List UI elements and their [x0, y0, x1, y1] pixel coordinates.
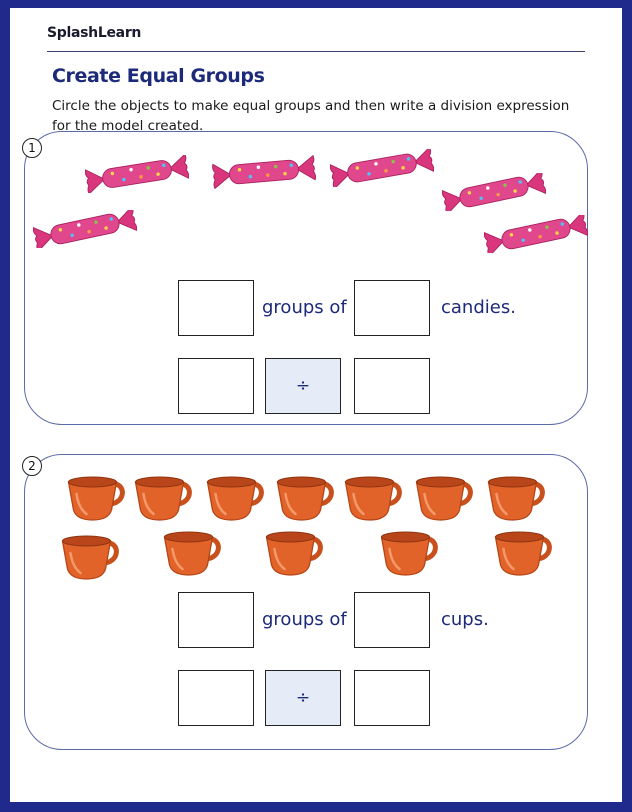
group-size-input[interactable]	[354, 592, 430, 648]
candy-icon	[212, 153, 316, 191]
teacup-icon	[341, 474, 406, 524]
teacup-icon	[377, 529, 442, 579]
teacup-icon	[491, 529, 556, 579]
candy-icon	[330, 149, 434, 187]
teacup-icon	[131, 474, 196, 524]
groups-count-input[interactable]	[178, 592, 254, 648]
dividend-input[interactable]	[178, 358, 254, 414]
dividend-input[interactable]	[178, 670, 254, 726]
unit-label: cups.	[441, 609, 489, 630]
groups-count-input[interactable]	[178, 280, 254, 336]
teacup-icon	[203, 474, 268, 524]
groups-of-label: groups of	[262, 609, 347, 630]
teacup-icon	[262, 529, 327, 579]
problem-2-number: 2	[22, 456, 42, 476]
teacup-icon	[160, 529, 225, 579]
division-operator: ÷	[265, 670, 341, 726]
worksheet-instructions: Circle the objects to make equal groups and then write a division expression for the model created.	[52, 98, 570, 134]
teacup-icon	[484, 474, 549, 524]
candy-icon	[33, 210, 137, 248]
candy-icon	[85, 155, 189, 193]
divisor-input[interactable]	[354, 670, 430, 726]
unit-label: candies.	[441, 297, 516, 318]
divisor-input[interactable]	[354, 358, 430, 414]
teacup-icon	[58, 533, 123, 583]
header-divider	[47, 51, 585, 52]
candy-icon	[442, 173, 546, 211]
division-operator: ÷	[265, 358, 341, 414]
worksheet-title: Create Equal Groups	[52, 65, 265, 87]
teacup-icon	[64, 474, 129, 524]
problem-1-number: 1	[22, 138, 42, 158]
candy-icon	[484, 215, 588, 253]
teacup-icon	[412, 474, 477, 524]
group-size-input[interactable]	[354, 280, 430, 336]
teacup-icon	[273, 474, 338, 524]
brand-logo: SplashLearn	[47, 25, 142, 41]
groups-of-label: groups of	[262, 297, 347, 318]
